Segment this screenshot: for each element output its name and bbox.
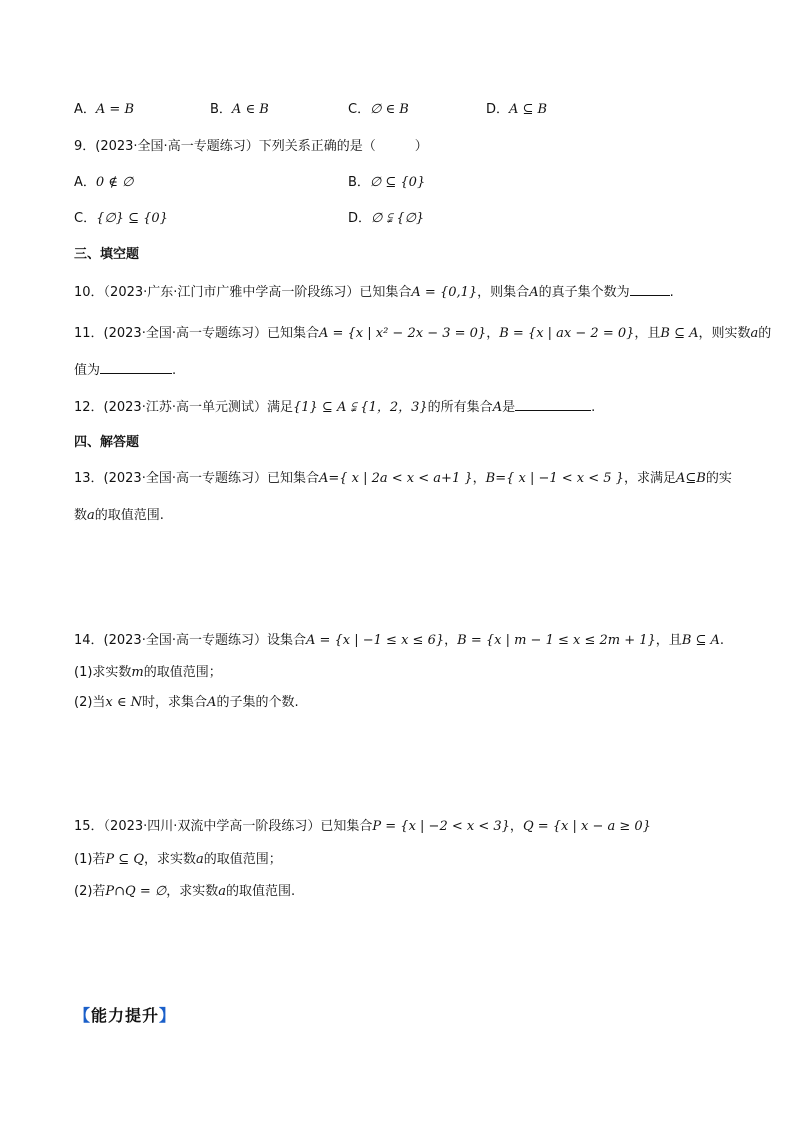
q8-option-c-math: ∅ ∈ B — [370, 102, 409, 117]
q8-option-a: A．A = B — [74, 102, 135, 117]
q13-line2: 数a的取值范围. — [74, 508, 164, 523]
q8-option-d: D．A ⊆ B — [486, 102, 548, 117]
q11-line2: 值为 . — [74, 363, 177, 378]
ability-bracket-close: 】 — [159, 1006, 177, 1025]
ability-bracket-open: 【 — [74, 1006, 92, 1025]
q8-option-b: B．A ∈ B — [210, 102, 269, 117]
q15-part1: (1)若P ⊆ Q，求实数a的取值范围； — [74, 852, 282, 867]
q15-part2: (2)若P∩Q = ∅，求实数a的取值范围. — [74, 884, 296, 899]
q9-option-a: A．0 ∉ ∅ — [74, 175, 134, 190]
q9-option-c: C．{∅} ⊆ {0} — [74, 211, 168, 226]
q13-line1: 13．(2023·全国·高一专题练习）已知集合A={ x | 2a < x < a+1 }，B={ x | −1 < x < 5 }，求满足A⊆B的实 — [74, 471, 732, 486]
q10: 10．（2023·广东·江门市广雅中学高一阶段练习）已知集合A = {0,1}，则集合A的真子集个数为 . — [74, 285, 674, 300]
q14-stem: 14．(2023·全国·高一专题练习）设集合A = {x | −1 ≤ x ≤ 6}，B = {x | m − 1 ≤ x ≤ 2m + 1}，且B ⊆ A. — [74, 633, 725, 648]
q9-stem: 9．(2023·全国·高一专题练习）下列关系正确的是（ ） — [74, 139, 428, 154]
q10-answer-blank[interactable] — [630, 283, 670, 296]
section-heading-fill-in: 三、填空题 — [74, 247, 140, 262]
section-heading-solve: 四、解答题 — [74, 435, 140, 450]
q12-answer-blank[interactable] — [515, 398, 591, 411]
q11-line1: 11．(2023·全国·高一专题练习）已知集合A = {x | x² − 2x − 3 = 0}，B = {x | ax − 2 = 0}，且B ⊆ A，则实数a的 — [74, 326, 772, 341]
q15-stem: 15．（2023·四川·双流中学高一阶段练习）已知集合P = {x | −2 < x < 3}，Q = {x | x − a ≥ 0} — [74, 819, 651, 834]
q9-option-b: B．∅ ⊆ {0} — [348, 175, 426, 190]
q12: 12．(2023·江苏·高一单元测试）满足{1} ⊆ A ⫋ {1，2，3}的所有集合A是 . — [74, 400, 596, 415]
q8-option-b-math: A ∈ B — [231, 102, 269, 117]
q8-option-a-math: A = B — [95, 102, 135, 117]
q11-answer-blank[interactable] — [100, 361, 172, 374]
q8-option-c: C．∅ ∈ B — [348, 102, 409, 117]
q14-part1: (1)求实数m的取值范围； — [74, 665, 222, 680]
ability-title: 能力提升 — [91, 1006, 160, 1025]
ability-heading — [74, 1003, 176, 1026]
q8-option-d-math: A ⊆ B — [509, 102, 548, 117]
q14-part2: (2)当x ∈ N时，求集合A的子集的个数. — [74, 695, 299, 710]
q9-option-d: D．∅ ⫋ {∅} — [348, 211, 425, 226]
